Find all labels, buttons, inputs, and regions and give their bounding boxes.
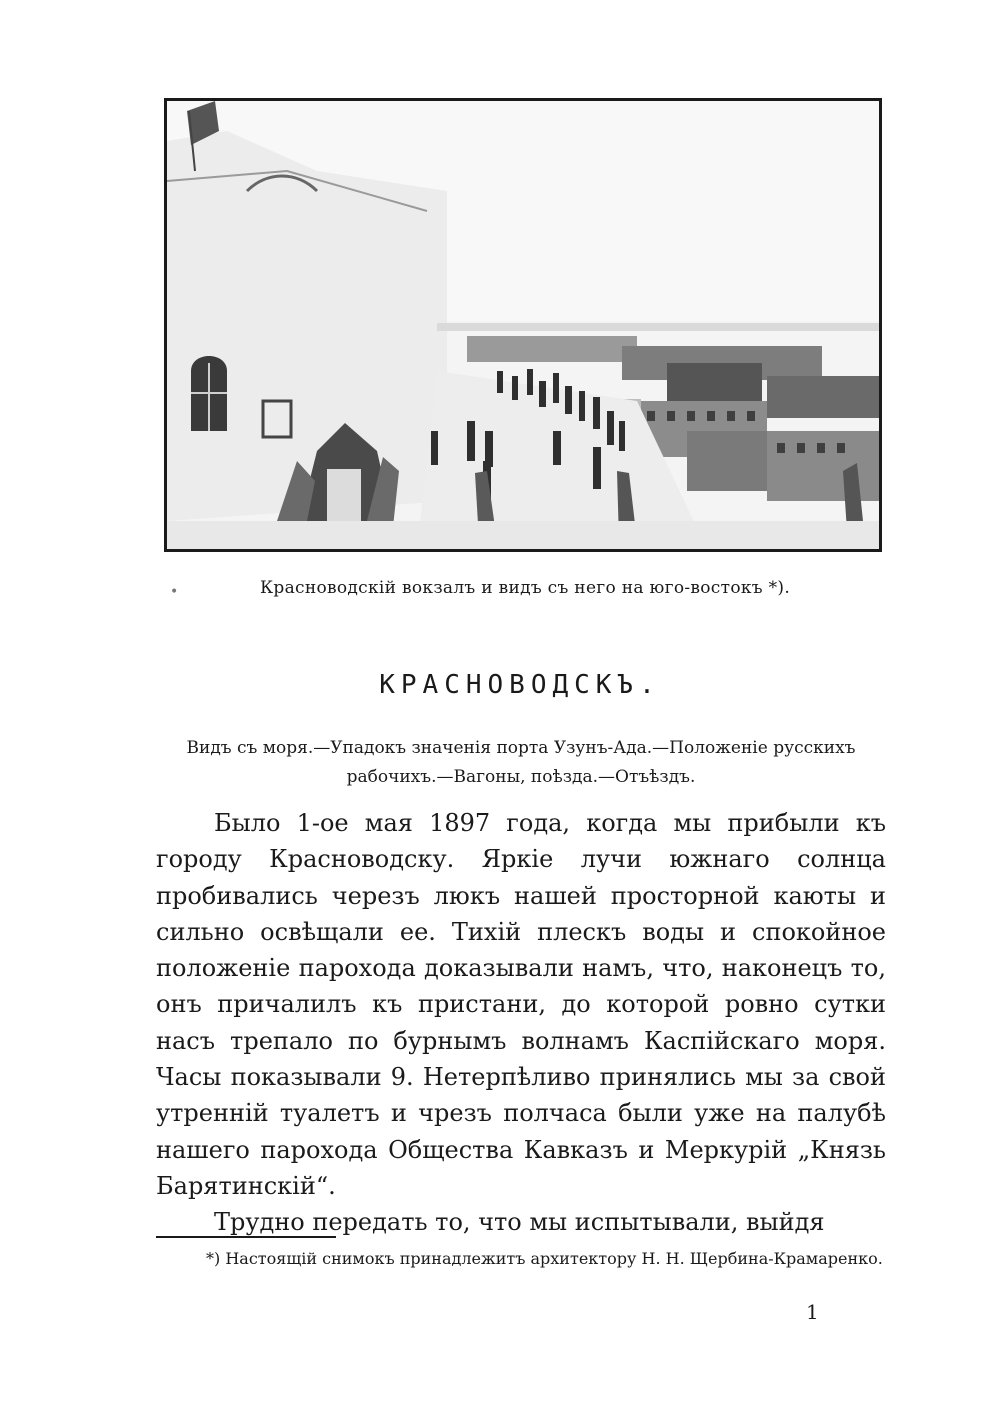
body-paragraph: Трудно передать то, что мы испытывали, выйдя — [214, 1208, 825, 1237]
chapter-summary-line: рабочихъ.—Вагоны, поѣзда.—Отъѣздъ. — [346, 767, 696, 787]
footnote-rule — [156, 1236, 336, 1238]
figure-caption: Красноводскій вокзалъ и видъ съ него на юго-востокъ *). — [259, 578, 791, 598]
photograph-image — [167, 101, 879, 549]
body-text — [156, 805, 886, 1241]
body-paragraph: Было 1-ое мая 1897 года, когда мы прибыли къ городу Красноводску. Яркіе лучи южнаго солнца пробивались черезъ люкъ нашей просторной каюты и сильно освѣщали ее. Тихій плескъ воды и спокойное положеніе парохода доказывали намъ, что, наконецъ то, онъ причалилъ къ пристани, до которой ровно сутки насъ трепало по бурнымъ волнамъ Каспійскаго моря. Часы показывали 9. Нетерпѣливо принялись мы за свой утренній туалетъ и чрезъ полчаса были уже на палубѣ нашего парохода Общества Кавказъ и Меркурій „Князь Барятинскій“. — [156, 809, 886, 1200]
caption-dot: • — [170, 584, 179, 600]
station-photograph — [164, 98, 882, 552]
footnote: *) Настоящій снимокъ принадлежитъ архитектору Н. Н. Щербина-Крамаренко. — [206, 1249, 883, 1268]
chapter-title: КРАСНОВОДСКЪ. — [379, 670, 661, 700]
chapter-summary-line: Видъ съ моря.—Упадокъ значенія порта Узунъ-Ада.—Положеніе русскихъ — [186, 738, 856, 758]
chapter-summary — [156, 734, 886, 792]
page-number: 1 — [806, 1300, 819, 1324]
